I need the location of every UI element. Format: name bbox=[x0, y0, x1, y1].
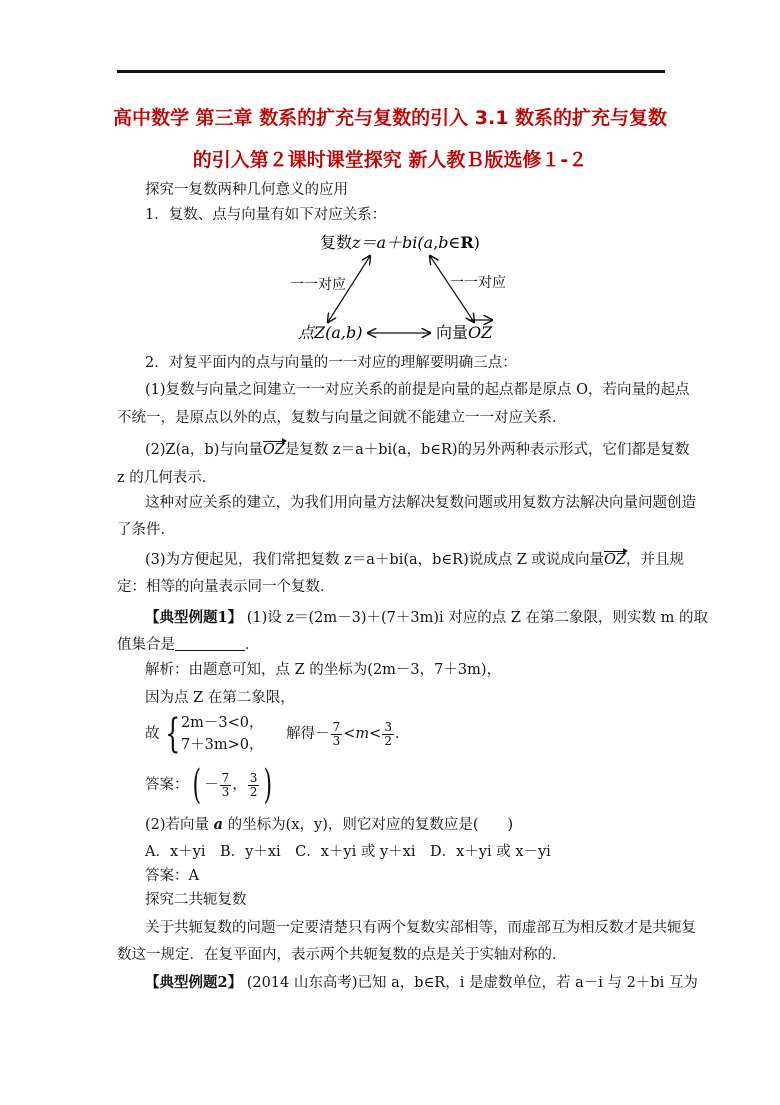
doc-title-line1: 高中数学 第三章 数系的扩充与复数的引入 3.1 数系的扩充与复数 bbox=[112, 107, 668, 129]
item1-text: 1．复数、点与向量有如下对应关系： bbox=[145, 207, 387, 223]
point1-line2: 不统一，是原点以外的点，复数与向量之间就不能建立一一对应关系． bbox=[117, 410, 567, 426]
para-line2: 了条件． bbox=[117, 522, 175, 538]
section2-line2: 数这一规定．在复平面内，表示两个共轭复数的点是关于实轴对称的． bbox=[117, 947, 567, 963]
section2-line1: 关于共轭复数的问题一定要清楚只有两个复数实部相等，而虚部互为相反数才是共轭复 bbox=[145, 920, 696, 936]
para-line1: 这种对应关系的建立，为我们用向量方法解决复数问题或用复数方法解决向量问题创造 bbox=[145, 495, 696, 511]
options-line: A．x＋yi B．y＋xi C．x＋yi 或 y＋xi D．x＋yi 或 x－yi bbox=[145, 844, 551, 860]
example2-tag: 【典型例题2】 bbox=[145, 974, 243, 991]
vector-label: 向量OZ bbox=[436, 323, 493, 342]
right-correspondence-label: 一一对应 bbox=[450, 275, 506, 291]
correspondence-diagram bbox=[270, 222, 530, 352]
point-label: 点Z(a,b) bbox=[298, 323, 363, 342]
left-correspondence-label: 一一对应 bbox=[290, 277, 346, 293]
example1-line2: 值集合是 ． bbox=[117, 637, 260, 653]
answer-blank bbox=[175, 636, 245, 651]
analysis-line: 解析：由题意可知，点 Z 的坐标为(2m－3，7＋3m)， bbox=[145, 662, 502, 678]
because-line: 因为点 Z 在第二象限， bbox=[145, 690, 295, 706]
point1-line1: (1)复数与向量之间建立一一对应关系的前提是向量的起点都是原点 O，若向量的起点 bbox=[145, 382, 690, 398]
point2-line2: z 的几何表示． bbox=[117, 470, 217, 486]
doc-title-line2: 的引入第２课时课堂探究 新人教Ｂ版选修１-２ bbox=[192, 149, 588, 171]
answer-fraction-3-2: $\frac{3}{2}$ bbox=[249, 770, 258, 799]
fraction-3-2: $\frac{3}{2}$ bbox=[384, 719, 392, 748]
example2-line: 【典型例题2】 (2014 山东高考)已知 a，b∈R，i 是虚数单位，若 a－i 与 2＋bi 互为 bbox=[145, 974, 698, 991]
header-rule bbox=[117, 70, 665, 73]
fraction-7-3: $\frac{7}{3}$ bbox=[332, 719, 341, 748]
point2-line1: (2)Z(a，b)与向量OZ是复数 z＝a＋bi(a，b∈R)的另外两种表示形式，它们都是复数 bbox=[145, 442, 690, 458]
left-brace: { bbox=[164, 711, 180, 757]
answer2-line: 答案：A bbox=[145, 868, 199, 884]
example1-tag: 【典型例题1】 bbox=[145, 609, 243, 626]
vector-oz: OZ bbox=[262, 442, 285, 458]
question2-line: (2)若向量 a 的坐标为(x，y)，则它对应的复数应是( ) bbox=[145, 816, 514, 833]
inequality-system: 故 { 2m－3<0， 7＋3m>0， 解得－ $\frac{7}{3}$ <m< $\frac{3}{2}$ ． bbox=[145, 711, 410, 757]
diagram-top-label: 复数z＝a＋bi(a,b∈R) bbox=[320, 233, 480, 252]
section2-heading: 探究二共轭复数 bbox=[145, 892, 247, 908]
answer-fraction-7-3: $\frac{7}{3}$ bbox=[221, 770, 230, 799]
example1-line1: 【典型例题1】 (1)设 z＝(2m－3)＋(7＋3m)i 对应的点 Z 在第二象限，则实数 m 的取 bbox=[145, 609, 709, 626]
point3-line2: 定：相等的向量表示同一个复数． bbox=[117, 579, 335, 595]
section1-heading: 探究一复数两种几何意义的应用 bbox=[145, 182, 348, 198]
item2-text: 2．对复平面内的点与向量的一一对应的理解要明确三点： bbox=[145, 355, 517, 371]
point3-line1: (3)为方便起见，我们常把复数 z＝a＋bi(a，b∈R)说成点 Z 或说成向量OZ，并且规 bbox=[145, 552, 685, 568]
answer1-line: 答案：( － $\frac{7}{3}$ ， $\frac{3}{2}$ ) bbox=[145, 762, 273, 808]
vector-oz-2: OZ bbox=[604, 552, 627, 568]
